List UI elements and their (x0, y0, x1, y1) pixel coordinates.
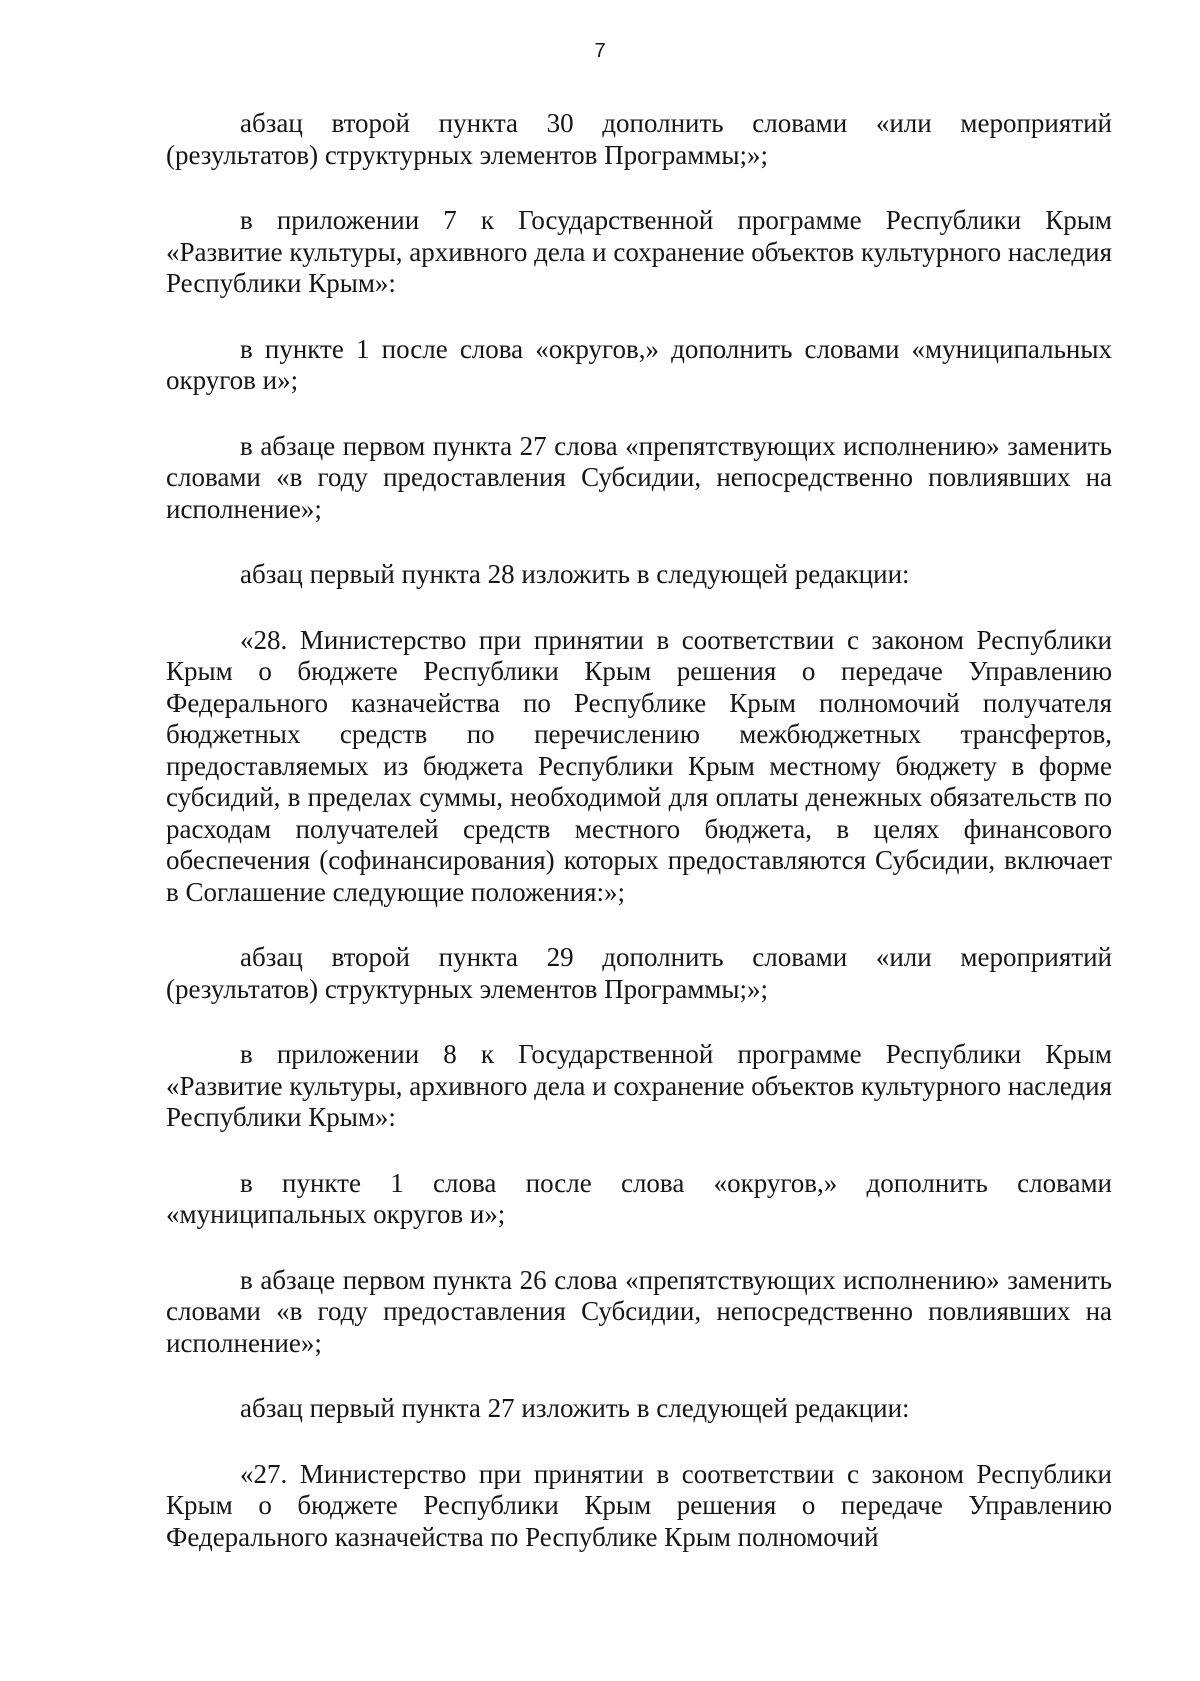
paragraph-3: в пункте 1 после слова «округов,» дополнить словами «муниципальных округов и»; (166, 333, 1112, 395)
paragraph-6: «28. Министерство при принятии в соответствии с законом Республики Крым о бюджете Республики Крым решения о передаче Управлению Федерального казначейства по Республике Крым полномочий получателя бюджетных средств по перечислению межбюджетных трансфертов, предоставляемых из бюджета Республики Крым местному бюджету в форме субсидий, в пределах суммы, необходимой для оплаты денежных обязательств по расходам получателей средств местного бюджета, в целях финансового обеспечения (софинансирования) которых предоставляются Субсидии, включает в Соглашение следующие положения:»; (166, 624, 1112, 907)
paragraph-12: «27. Министерство при принятии в соответствии с законом Республики Крым о бюджете Республики Крым решения о передаче Управлению Федерального казначейства по Республике Крым полномочий (166, 1458, 1112, 1552)
paragraph-8: в приложении 8 к Государственной программе Республики Крым «Развитие культуры, архивного дела и сохранение объектов культурного наследия Республики Крым»: (166, 1039, 1112, 1132)
paragraph-10: в абзаце первом пункта 26 слова «препятствующих исполнению» заменить словами «в году предоставления Субсидии, непосредственно повлиявших на исполнение»; (166, 1264, 1112, 1358)
paragraph-5: абзац первый пункта 28 изложить в следующей редакции: (240, 559, 910, 589)
paragraph-2: в приложении 7 к Государственной программе Республики Крым «Развитие культуры, архивного дела и сохранение объектов культурного наследия Республики Крым»: (166, 205, 1112, 298)
page-number: 7 (594, 40, 606, 62)
paragraph-4: в абзаце первом пункта 27 слова «препятствующих исполнению» заменить словами «в году предоставления Субсидии, непосредственно повлиявших на исполнение»; (166, 430, 1112, 524)
paragraph-9: в пункте 1 слова после слова «округов,» дополнить словами «муниципальных округов и»; (166, 1167, 1112, 1229)
paragraph-7: абзац второй пункта 29 дополнить словами «или мероприятий (результатов) структурных элементов Программы;»; (166, 942, 1112, 1004)
paragraph-1: абзац второй пункта 30 дополнить словами «или мероприятий (результатов) структурных элементов Программы;»; (166, 108, 1112, 170)
document-body (166, 108, 1112, 1585)
paragraph-11: абзац первый пункта 27 изложить в следующей редакции: (240, 1393, 910, 1423)
